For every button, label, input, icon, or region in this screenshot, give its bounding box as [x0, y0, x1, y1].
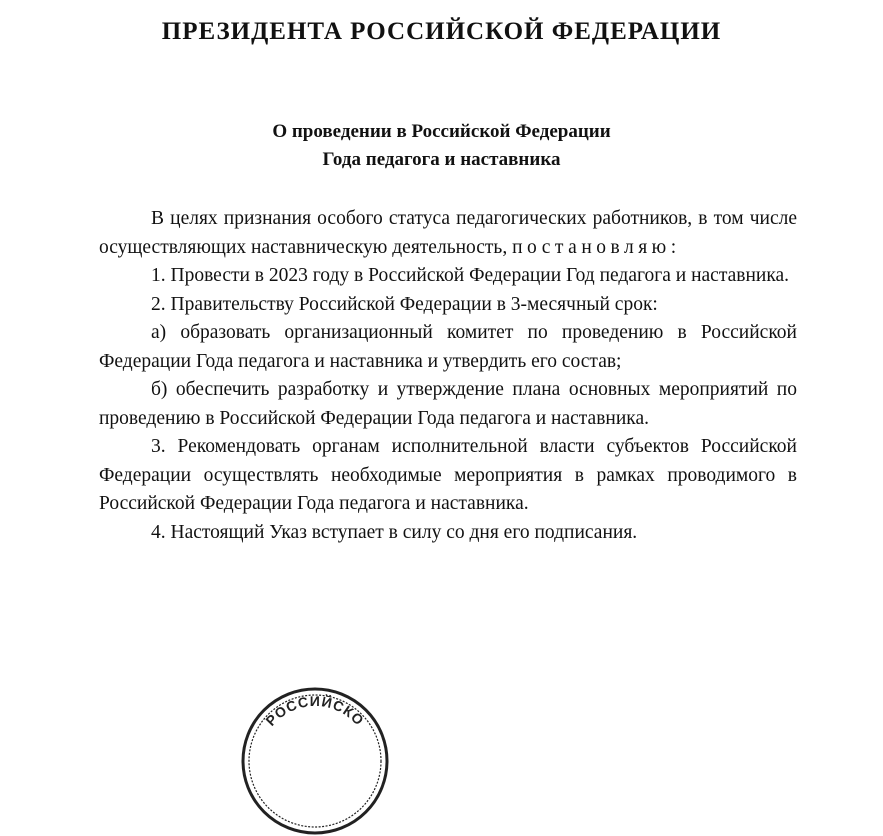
decree-word: постановляю:	[512, 236, 681, 258]
document-title-line-2: Года педагога и наставника	[322, 149, 561, 170]
document-body	[99, 205, 797, 547]
document-title-line-1: О проведении в Российской Федерации	[272, 121, 611, 142]
document-header: ПРЕЗИДЕНТА РОССИЙСКОЙ ФЕДЕРАЦИИ	[161, 18, 722, 45]
item-2a: а) образовать организационный комитет по проведению в Российской Федерации Года педагога и наставника и утвердить его состав;	[99, 322, 797, 372]
state-seal	[240, 686, 390, 836]
item-1: 1. Провести в 2023 году в Российской Федерации Год педагога и наставника.	[151, 265, 790, 286]
document-title	[0, 118, 883, 174]
preamble-paragraph	[99, 205, 797, 262]
preamble-text: В целях признания особого статуса педагогических работников, в том числе осуществляющих наставническую деятельность,	[99, 208, 797, 258]
item-2: 2. Правительству Российской Федерации в 3-месячный срок:	[151, 293, 658, 315]
seal-text: РОССИЙСКО	[262, 692, 368, 729]
item-3: 3. Рекомендовать органам исполнительной власти субъектов Российской Федерации осуществлять необходимые мероприятия в рамках проводимого в Российской Федерации Года педагога и наставника.	[99, 436, 797, 514]
item-4: 4. Настоящий Указ вступает в силу со дня его подписания.	[151, 521, 638, 543]
seal-outer-ring	[243, 689, 387, 833]
item-2b: б) обеспечить разработку и утверждение плана основных мероприятий по проведению в Российской Федерации Года педагога и наставника.	[99, 379, 797, 429]
